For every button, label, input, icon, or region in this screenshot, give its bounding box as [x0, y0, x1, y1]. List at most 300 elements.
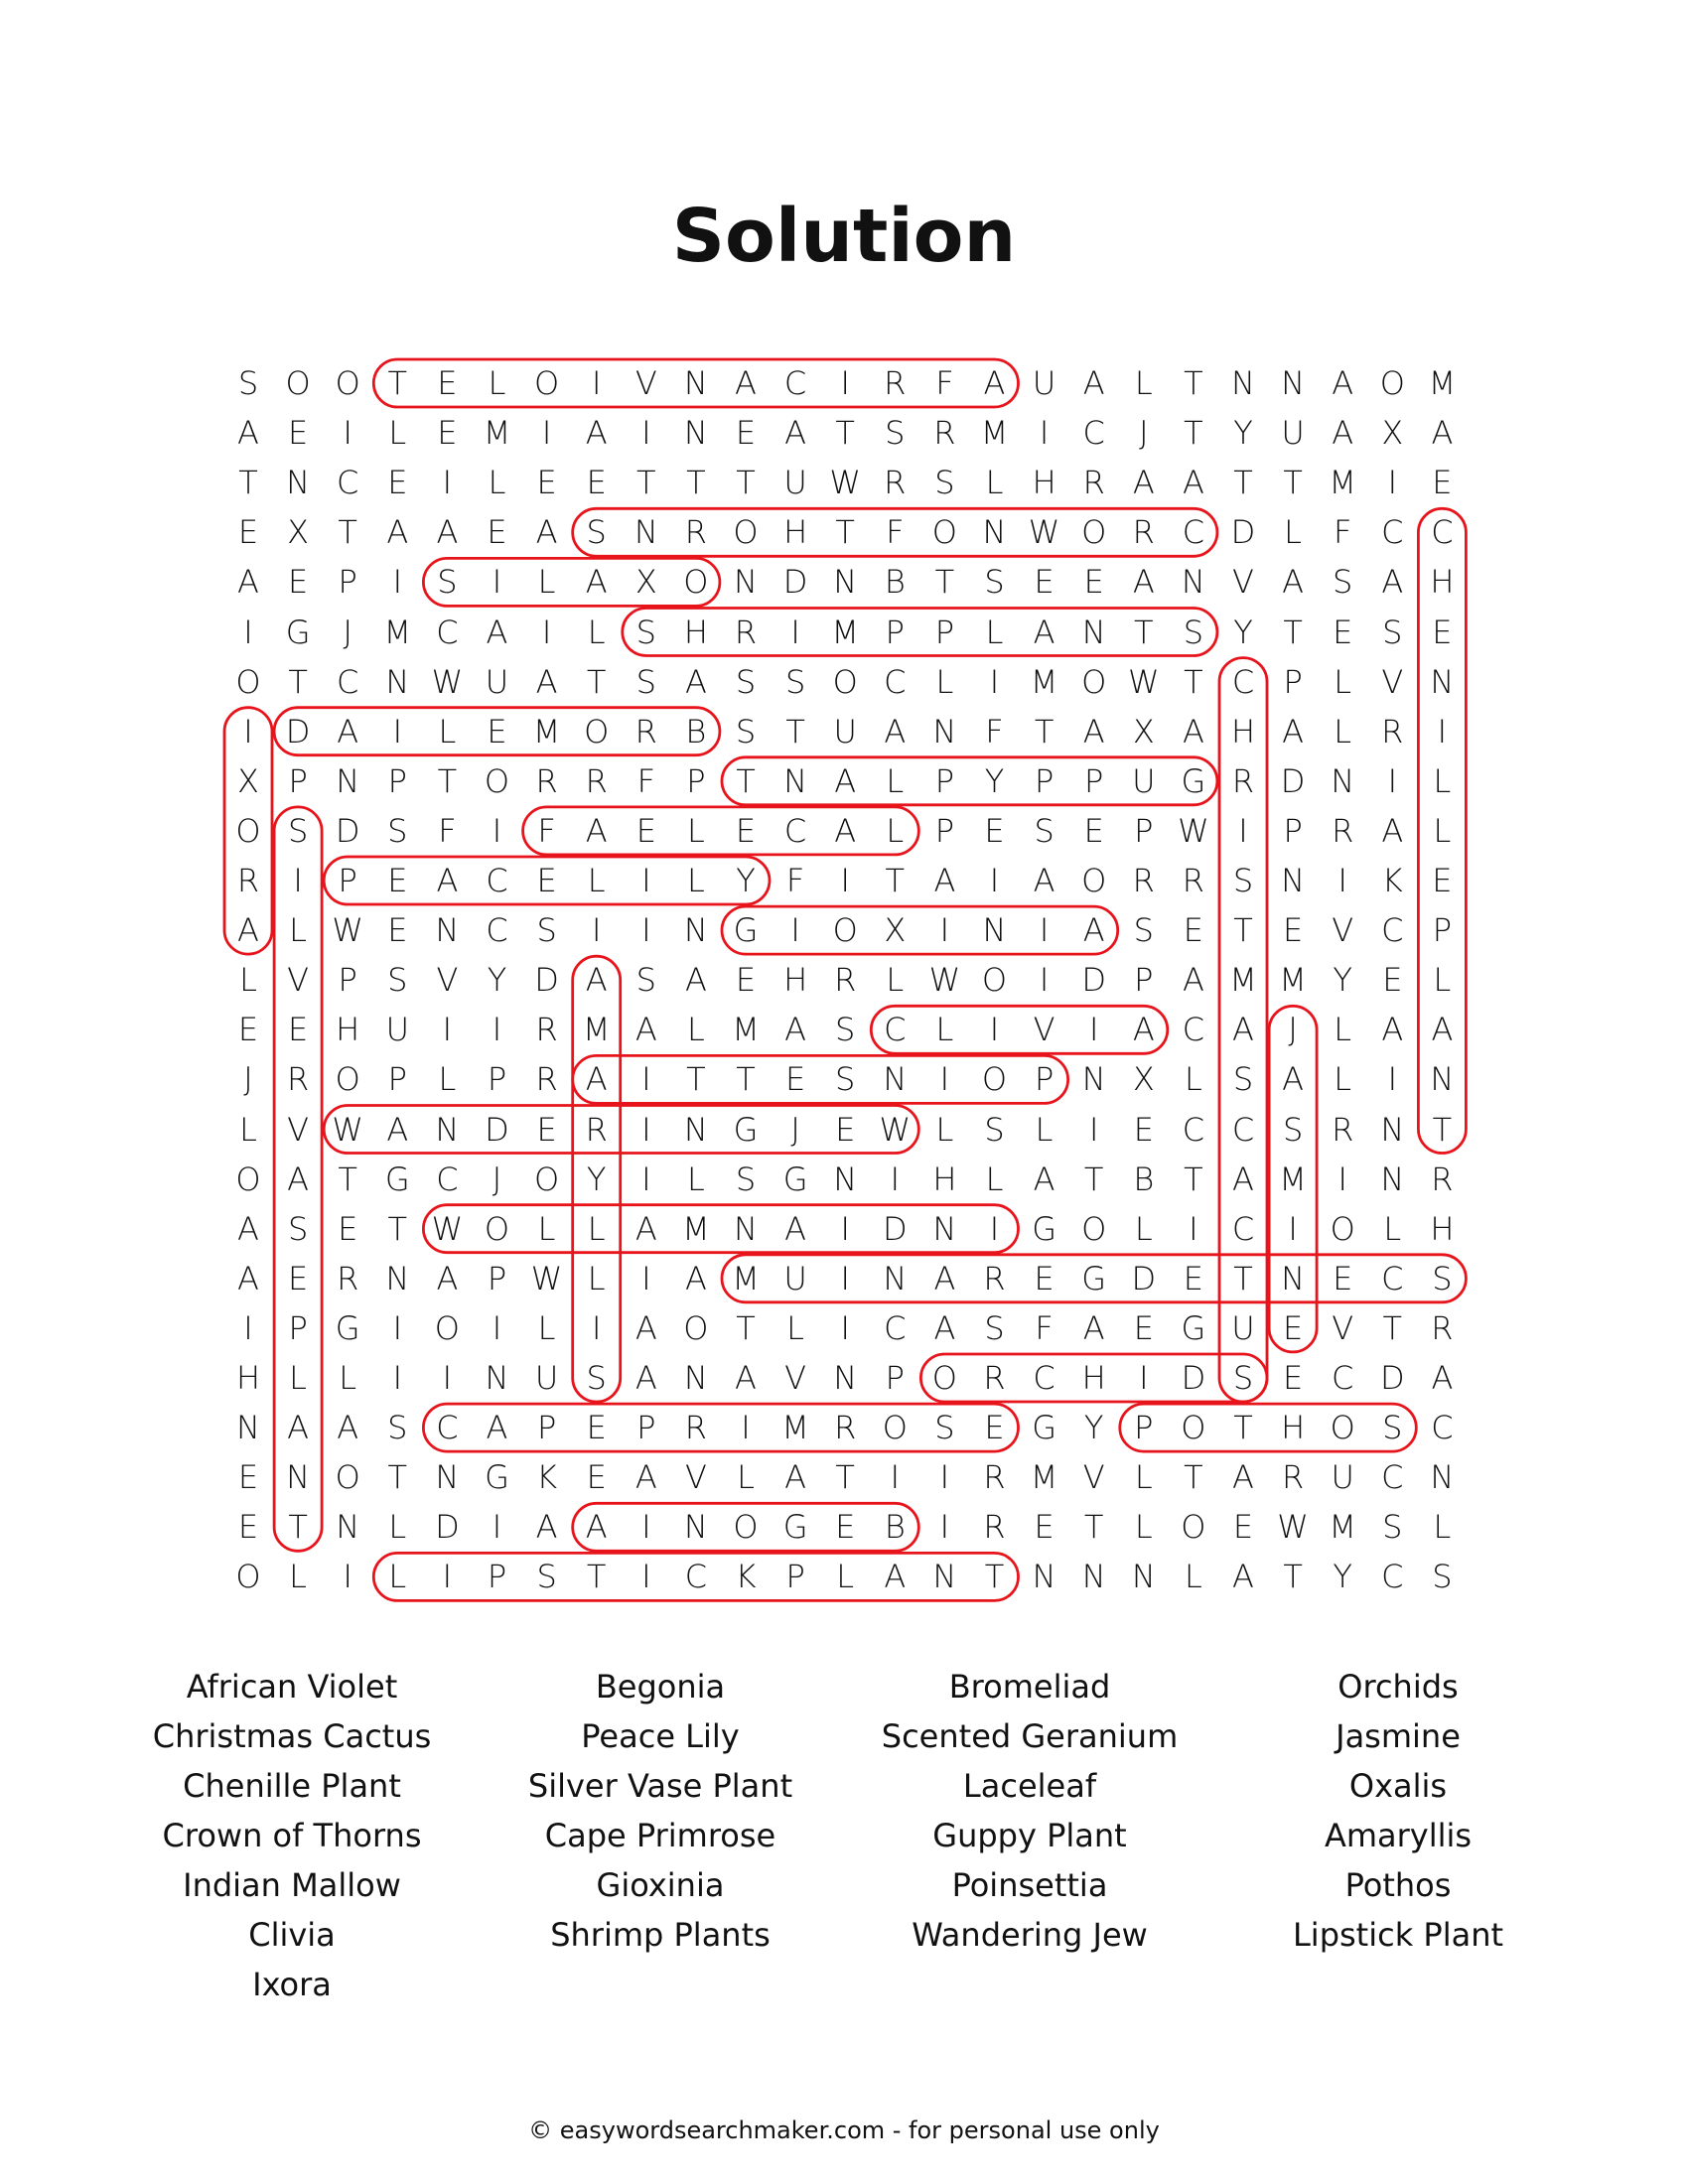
grid-letter: Y	[1233, 414, 1253, 453]
grid-letter: N	[1430, 1060, 1455, 1099]
grid-letter: I	[492, 563, 502, 602]
word-list-item: Clivia	[248, 1916, 336, 1954]
grid-letter: X	[1132, 712, 1155, 751]
grid-letter: I	[1337, 1160, 1347, 1198]
grid-letter: W	[879, 1110, 912, 1149]
grid-letter: H	[683, 613, 708, 651]
grid-letter: S	[1133, 911, 1154, 950]
grid-letter: Y	[1333, 961, 1352, 1000]
word-list-item: Scented Geranium	[881, 1717, 1179, 1755]
grid-letter: E	[237, 1458, 259, 1497]
grid-letter: R	[1431, 1160, 1454, 1198]
grid-letter: T	[1083, 1508, 1104, 1547]
grid-letter: T	[1184, 364, 1203, 402]
grid-letter: T	[835, 414, 855, 453]
grid-letter: M	[532, 712, 561, 751]
grid-letter: N	[1281, 1259, 1306, 1297]
grid-letter: H	[1081, 1359, 1106, 1397]
grid-letter: F	[1333, 513, 1352, 552]
grid-letter: J	[243, 1060, 253, 1099]
word-list-item: Pothos	[1344, 1866, 1452, 1904]
grid-letter: O	[1081, 1209, 1107, 1248]
grid-letter: V	[1232, 563, 1254, 602]
grid-letter: I	[1039, 911, 1050, 950]
grid-letter: N	[932, 1209, 957, 1248]
grid-letter: P	[487, 1259, 507, 1297]
grid-letter: A	[784, 414, 807, 453]
grid-letter: A	[436, 513, 459, 552]
grid-letter: E	[1282, 1359, 1304, 1397]
grid-letter: L	[1134, 1508, 1153, 1547]
grid-letter: A	[337, 1409, 359, 1447]
grid-letter: D	[1230, 513, 1256, 552]
grid-letter: L	[935, 662, 954, 701]
grid-letter: N	[1281, 862, 1306, 899]
grid-letter: P	[686, 761, 706, 800]
footer-copyright: © easywordsearchmaker.com - for personal use only	[528, 2116, 1160, 2144]
grid-letter: N	[833, 1359, 858, 1397]
grid-letter: N	[1430, 1458, 1455, 1497]
grid-letter: R	[983, 1458, 1006, 1497]
grid-letter: B	[685, 712, 707, 751]
grid-letter: N	[1430, 662, 1455, 701]
grid-letter: L	[239, 1110, 257, 1149]
grid-letter: I	[890, 1160, 901, 1198]
grid-letter: C	[436, 1160, 459, 1198]
grid-letter: I	[641, 1558, 651, 1596]
grid-letter: I	[1039, 961, 1050, 1000]
grid-letter: T	[1184, 1458, 1203, 1497]
grid-letter: S	[934, 1409, 955, 1447]
grid-letter: A	[634, 1308, 657, 1347]
grid-letter: W	[829, 464, 861, 502]
grid-letter: I	[343, 1558, 352, 1596]
grid-letter: R	[535, 1060, 558, 1099]
grid-letter: T	[1233, 1409, 1253, 1447]
grid-letter: N	[883, 1259, 908, 1297]
grid-letter: S	[934, 464, 955, 502]
grid-letter: O	[1330, 1409, 1355, 1447]
grid-letter: A	[1082, 1308, 1105, 1347]
grid-letter: I	[939, 1508, 950, 1547]
grid-letter: I	[591, 1308, 602, 1347]
grid-letter: R	[236, 862, 260, 899]
grid-letter: A	[237, 1209, 259, 1248]
grid-letter: G	[1081, 1259, 1107, 1297]
word-list-item: Cape Primrose	[544, 1817, 776, 1854]
grid-letter: R	[1231, 761, 1255, 800]
grid-letter: I	[442, 1011, 453, 1049]
grid-letter: A	[1332, 364, 1354, 402]
grid-letter: A	[1431, 1011, 1454, 1049]
grid-letter: M	[781, 1409, 809, 1447]
grid-letter: A	[784, 1458, 807, 1497]
grid-letter: T	[1233, 911, 1253, 950]
grid-letter: F	[636, 761, 655, 800]
grid-letter: C	[337, 464, 359, 502]
grid-letter: U	[1132, 761, 1156, 800]
grid-letter: E	[237, 1508, 259, 1547]
grid-letter: L	[1334, 662, 1352, 701]
grid-letter: C	[684, 1558, 708, 1596]
grid-letter: A	[337, 712, 359, 751]
grid-letter: I	[1337, 862, 1347, 899]
grid-letter: G	[384, 1160, 410, 1198]
grid-letter: A	[1132, 464, 1155, 502]
grid-letter: C	[1033, 1359, 1055, 1397]
grid-letter: E	[984, 811, 1005, 850]
grid-letter: A	[486, 1409, 508, 1447]
grid-letter: L	[935, 1110, 954, 1149]
grid-letter: T	[288, 1508, 308, 1547]
grid-letter: L	[587, 862, 606, 899]
grid-letter: I	[1139, 1359, 1149, 1397]
grid-letter: T	[1283, 1558, 1303, 1596]
grid-letter: W	[1127, 662, 1160, 701]
grid-letter: I	[641, 414, 651, 453]
grid-letter: D	[485, 1110, 509, 1149]
grid-letter: D	[1131, 1259, 1157, 1297]
grid-letter: S	[735, 1160, 757, 1198]
word-list-item: Shrimp Plants	[550, 1916, 771, 1954]
grid-letter: A	[535, 662, 558, 701]
grid-letter: R	[1381, 712, 1404, 751]
grid-letter: E	[287, 563, 309, 602]
grid-letter: E	[387, 464, 408, 502]
grid-letter: O	[584, 712, 610, 751]
grid-letter: T	[387, 1458, 408, 1497]
grid-letter: R	[983, 1508, 1006, 1547]
grid-letter: S	[635, 662, 656, 701]
grid-letter: R	[1431, 1308, 1454, 1347]
grid-letter: O	[534, 1160, 560, 1198]
grid-letter: E	[984, 1409, 1005, 1447]
grid-letter: L	[1334, 712, 1352, 751]
grid-letter: R	[286, 1060, 310, 1099]
grid-letter: G	[485, 1458, 509, 1497]
grid-letter: E	[1432, 862, 1453, 899]
grid-letter: A	[1232, 1458, 1254, 1497]
grid-letter: E	[1034, 1259, 1055, 1297]
grid-letter: S	[437, 563, 458, 602]
grid-letter: L	[886, 761, 905, 800]
grid-letter: S	[1232, 1060, 1254, 1099]
grid-letter: E	[487, 712, 507, 751]
grid-letter: E	[1133, 1110, 1154, 1149]
grid-letter: A	[784, 1011, 807, 1049]
grid-letter: I	[591, 364, 602, 402]
grid-letter: U	[534, 1359, 559, 1397]
grid-letter: A	[1033, 1160, 1055, 1198]
grid-letter: L	[587, 1209, 606, 1248]
grid-letter: N	[1081, 1558, 1106, 1596]
word-list-item: Amaryllis	[1324, 1817, 1473, 1854]
grid-letter: N	[833, 1160, 858, 1198]
grid-letter: S	[1432, 1558, 1453, 1596]
grid-letter: A	[486, 613, 508, 651]
grid-letter: X	[1132, 1060, 1155, 1099]
grid-letter: E	[1382, 961, 1403, 1000]
grid-letter: A	[1381, 1011, 1404, 1049]
grid-letter: N	[1181, 563, 1205, 602]
grid-letter: F	[438, 811, 457, 850]
grid-letter: O	[1379, 364, 1405, 402]
grid-letter: N	[1231, 364, 1255, 402]
grid-letter: N	[385, 1259, 410, 1297]
grid-letter: J	[1288, 1011, 1298, 1049]
grid-letter: I	[989, 1209, 1000, 1248]
word-list-item: Begonia	[595, 1668, 726, 1706]
grid-letter: E	[237, 513, 259, 552]
grid-letter: K	[536, 1458, 558, 1497]
grid-letter: L	[438, 1060, 457, 1099]
grid-letter: A	[1182, 712, 1204, 751]
grid-letter: O	[235, 1558, 261, 1596]
grid-letter: O	[832, 662, 858, 701]
grid-letter: E	[387, 911, 408, 950]
word-list-item: Chenille Plant	[183, 1767, 401, 1805]
grid-letter: N	[683, 911, 708, 950]
grid-letter: F	[1035, 1308, 1054, 1347]
grid-letter: R	[1082, 464, 1105, 502]
grid-letter: S	[835, 1060, 856, 1099]
grid-letter: T	[1134, 613, 1154, 651]
grid-letter: I	[541, 414, 552, 453]
word-list-column	[1190, 1662, 1607, 1960]
grid-letter: F	[785, 862, 805, 899]
grid-letter: L	[488, 464, 506, 502]
grid-letter: D	[1081, 961, 1106, 1000]
grid-letter: C	[783, 364, 807, 402]
grid-letter: I	[989, 662, 1000, 701]
grid-letter: V	[287, 1110, 310, 1149]
grid-letter: S	[835, 1011, 856, 1049]
grid-letter: S	[984, 563, 1005, 602]
grid-letter: N	[1081, 613, 1106, 651]
grid-letter: C	[1231, 662, 1255, 701]
word-list-item: Crown of Thorns	[162, 1817, 422, 1854]
grid-letter: P	[1134, 1409, 1154, 1447]
grid-letter: Y	[1333, 1558, 1352, 1596]
grid-letter: S	[287, 811, 309, 850]
grid-letter: T	[686, 1060, 706, 1099]
word-list-item: Orchids	[1337, 1668, 1459, 1706]
grid-letter: H	[783, 513, 808, 552]
grid-letter: I	[890, 1458, 901, 1497]
grid-letter: O	[335, 1060, 360, 1099]
grid-letter: L	[388, 1558, 407, 1596]
grid-letter: N	[734, 1209, 758, 1248]
grid-letter: W	[332, 1110, 363, 1149]
grid-letter: I	[243, 712, 253, 751]
grid-letter: A	[535, 1508, 558, 1547]
grid-letter: P	[1034, 1060, 1055, 1099]
grid-letter: O	[981, 961, 1008, 1000]
grid-letter: E	[1232, 1508, 1254, 1547]
grid-letter: N	[236, 1409, 260, 1447]
grid-letter: C	[1431, 1409, 1454, 1447]
grid-letter: N	[633, 513, 658, 552]
grid-letter: C	[884, 1011, 907, 1049]
grid-letter: O	[1181, 1508, 1206, 1547]
grid-letter: O	[335, 364, 360, 402]
word-list-item: Christmas Cactus	[152, 1717, 432, 1755]
grid-letter: C	[337, 662, 359, 701]
grid-letter: I	[492, 811, 502, 850]
grid-letter: N	[683, 1359, 708, 1397]
grid-letter: R	[1182, 862, 1204, 899]
grid-letter: F	[886, 513, 905, 552]
grid-letter: I	[343, 414, 352, 453]
grid-letter: M	[732, 1259, 760, 1297]
grid-letter: G	[733, 1110, 759, 1149]
grid-letter: C	[783, 811, 807, 850]
grid-letter: P	[636, 1409, 656, 1447]
grid-letter: S	[387, 1409, 408, 1447]
grid-letter: A	[585, 811, 608, 850]
grid-letter: E	[487, 513, 507, 552]
grid-letter: R	[933, 414, 956, 453]
grid-letter: G	[782, 1160, 808, 1198]
grid-letter: V	[436, 961, 459, 1000]
grid-letter: P	[785, 1558, 805, 1596]
grid-letter: U	[833, 712, 857, 751]
grid-letter: E	[1333, 1259, 1353, 1297]
grid-letter: J	[790, 1110, 800, 1149]
grid-letter: O	[931, 513, 957, 552]
grid-letter: T	[1233, 464, 1253, 502]
grid-letter: L	[388, 1508, 407, 1547]
grid-letter: A	[884, 712, 907, 751]
grid-letter: R	[1281, 1458, 1305, 1497]
grid-letter: A	[436, 1259, 459, 1297]
grid-letter: M	[483, 414, 511, 453]
grid-letter: E	[437, 414, 458, 453]
grid-letter: N	[1281, 364, 1306, 402]
grid-letter: A	[735, 1359, 757, 1397]
grid-letter: P	[1134, 811, 1154, 850]
grid-letter: M	[980, 414, 1009, 453]
grid-letter: N	[1331, 761, 1355, 800]
grid-letter: P	[885, 1359, 905, 1397]
grid-letter: N	[883, 1060, 908, 1099]
grid-letter: I	[293, 862, 303, 899]
grid-letter: I	[641, 1160, 651, 1198]
grid-letter: S	[1232, 1359, 1254, 1397]
grid-letter: S	[387, 961, 408, 1000]
grid-letter: A	[933, 1308, 956, 1347]
grid-letter: G	[1032, 1409, 1056, 1447]
grid-letter: I	[1387, 464, 1398, 502]
word-list-column	[452, 1662, 869, 1960]
grid-letter: T	[1283, 464, 1303, 502]
grid-letter: A	[1182, 961, 1204, 1000]
grid-letter: A	[684, 1259, 707, 1297]
grid-letter: M	[831, 613, 859, 651]
grid-letter: A	[1282, 1060, 1305, 1099]
grid-letter: D	[435, 1508, 460, 1547]
grid-letter: G	[782, 1508, 808, 1547]
grid-letter: L	[786, 1308, 804, 1347]
grid-letter: C	[436, 1409, 459, 1447]
grid-letter: L	[886, 811, 905, 850]
grid-letter: I	[939, 911, 950, 950]
grid-letter: S	[735, 662, 757, 701]
grid-letter: C	[486, 911, 508, 950]
grid-letter: W	[431, 662, 464, 701]
grid-letter: M	[1279, 961, 1307, 1000]
grid-letter: S	[1382, 1409, 1403, 1447]
grid-letter: U	[783, 1259, 807, 1297]
grid-letter: A	[1033, 862, 1055, 899]
grid-letter: H	[1281, 1409, 1306, 1447]
grid-letter: O	[1081, 862, 1107, 899]
grid-letter: H	[1230, 712, 1256, 751]
grid-letter: T	[1233, 1259, 1253, 1297]
grid-letter: I	[492, 1308, 502, 1347]
grid-letter: S	[536, 911, 557, 950]
grid-letter: P	[1432, 911, 1453, 950]
grid-letter: E	[437, 364, 458, 402]
grid-letter: N	[1131, 1558, 1156, 1596]
grid-letter: L	[1334, 1060, 1352, 1099]
grid-letter: L	[1433, 1508, 1452, 1547]
grid-letter: L	[289, 911, 307, 950]
grid-letter: J	[492, 1160, 502, 1198]
grid-letter: O	[235, 1160, 261, 1198]
grid-letter: P	[288, 761, 308, 800]
grid-letter: S	[885, 414, 906, 453]
grid-letter: E	[287, 414, 309, 453]
grid-letter: A	[386, 1110, 409, 1149]
grid-letter: H	[1430, 563, 1455, 602]
grid-letter: N	[982, 911, 1007, 950]
grid-letter: I	[641, 862, 651, 899]
grid-letter: A	[1431, 414, 1454, 453]
grid-letter: K	[1381, 862, 1403, 899]
grid-letter: M	[383, 613, 412, 651]
grid-letter: A	[585, 961, 608, 1000]
grid-letter: W	[431, 1209, 464, 1248]
grid-letter: R	[684, 513, 707, 552]
grid-letter: C	[1381, 1458, 1404, 1497]
grid-letter: E	[287, 1259, 309, 1297]
grid-letter: S	[1183, 613, 1204, 651]
grid-letter: P	[387, 761, 407, 800]
grid-letter: R	[1132, 513, 1155, 552]
grid-letter: H	[932, 1160, 957, 1198]
grid-letter: L	[1184, 1558, 1202, 1596]
grid-letter: S	[586, 513, 607, 552]
grid-letter: T	[835, 1458, 855, 1497]
grid-letter: N	[1081, 1060, 1106, 1099]
grid-letter: S	[237, 364, 259, 402]
grid-letter: A	[834, 761, 857, 800]
grid-letter: N	[783, 761, 808, 800]
grid-letter: A	[684, 961, 707, 1000]
grid-letter: L	[686, 1011, 705, 1049]
grid-letter: C	[1381, 513, 1404, 552]
grid-letter: O	[1181, 1409, 1206, 1447]
grid-letter: T	[636, 464, 656, 502]
grid-letter: A	[634, 1011, 657, 1049]
grid-letter: A	[585, 1508, 608, 1547]
grid-letter: L	[1134, 1209, 1153, 1248]
grid-letter: A	[1033, 613, 1055, 651]
grid-letter: A	[684, 662, 707, 701]
grid-letter: M	[1279, 1160, 1307, 1198]
grid-letter: C	[1381, 1259, 1404, 1297]
